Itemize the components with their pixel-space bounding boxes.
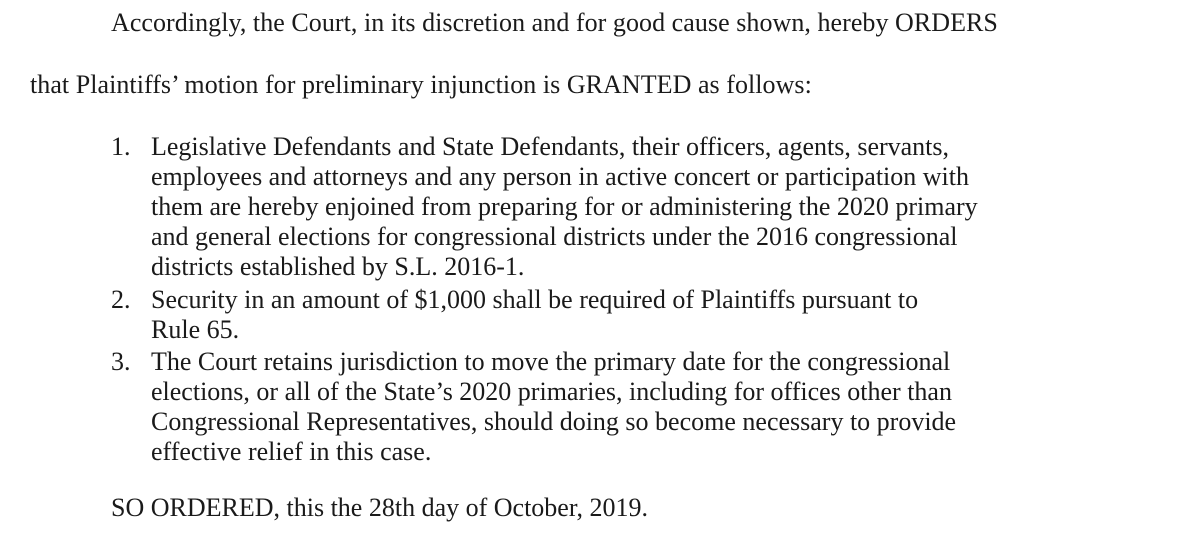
list-item-3-line-3: Congressional Representatives, should doing so become necessary to provide — [151, 407, 957, 436]
list-item-number: 2. — [111, 285, 131, 314]
list-item-2-line-1: Security in an amount of $1,000 shall be required of Plaintiffs pursuant to — [151, 285, 919, 314]
list-item-1-line-5: districts established by S.L. 2016-1. — [151, 252, 525, 281]
list-item-3-line-1: The Court retains jurisdiction to move the primary date for the congressional — [151, 347, 951, 376]
list-item-number: 3. — [111, 347, 131, 376]
list-item-1-line-1: Legislative Defendants and State Defendants, their officers, agents, servants, — [151, 132, 950, 161]
list-item-1-line-3: them are hereby enjoined from preparing for or administering the 2020 primary — [151, 192, 978, 221]
list-item-1-line-4: and general elections for congressional districts under the 2016 congressional — [151, 222, 958, 251]
intro-paragraph-line-2: that Plaintiffs’ motion for preliminary injunction is GRANTED as follows: — [30, 70, 812, 99]
intro-paragraph-line-1: Accordingly, the Court, in its discretion and for good cause shown, hereby ORDERS — [111, 8, 998, 37]
list-item-3-line-2: elections, or all of the State’s 2020 primaries, including for offices other than — [151, 377, 952, 406]
list-item-number: 1. — [111, 132, 131, 161]
list-item-1-line-2: employees and attorneys and any person in active concert or participation with — [151, 162, 969, 191]
list-item-3-line-4: effective relief in this case. — [151, 437, 432, 466]
list-item-2-line-2: Rule 65. — [151, 315, 240, 344]
closing-statement: SO ORDERED, this the 28th day of October, 2019. — [111, 493, 648, 522]
